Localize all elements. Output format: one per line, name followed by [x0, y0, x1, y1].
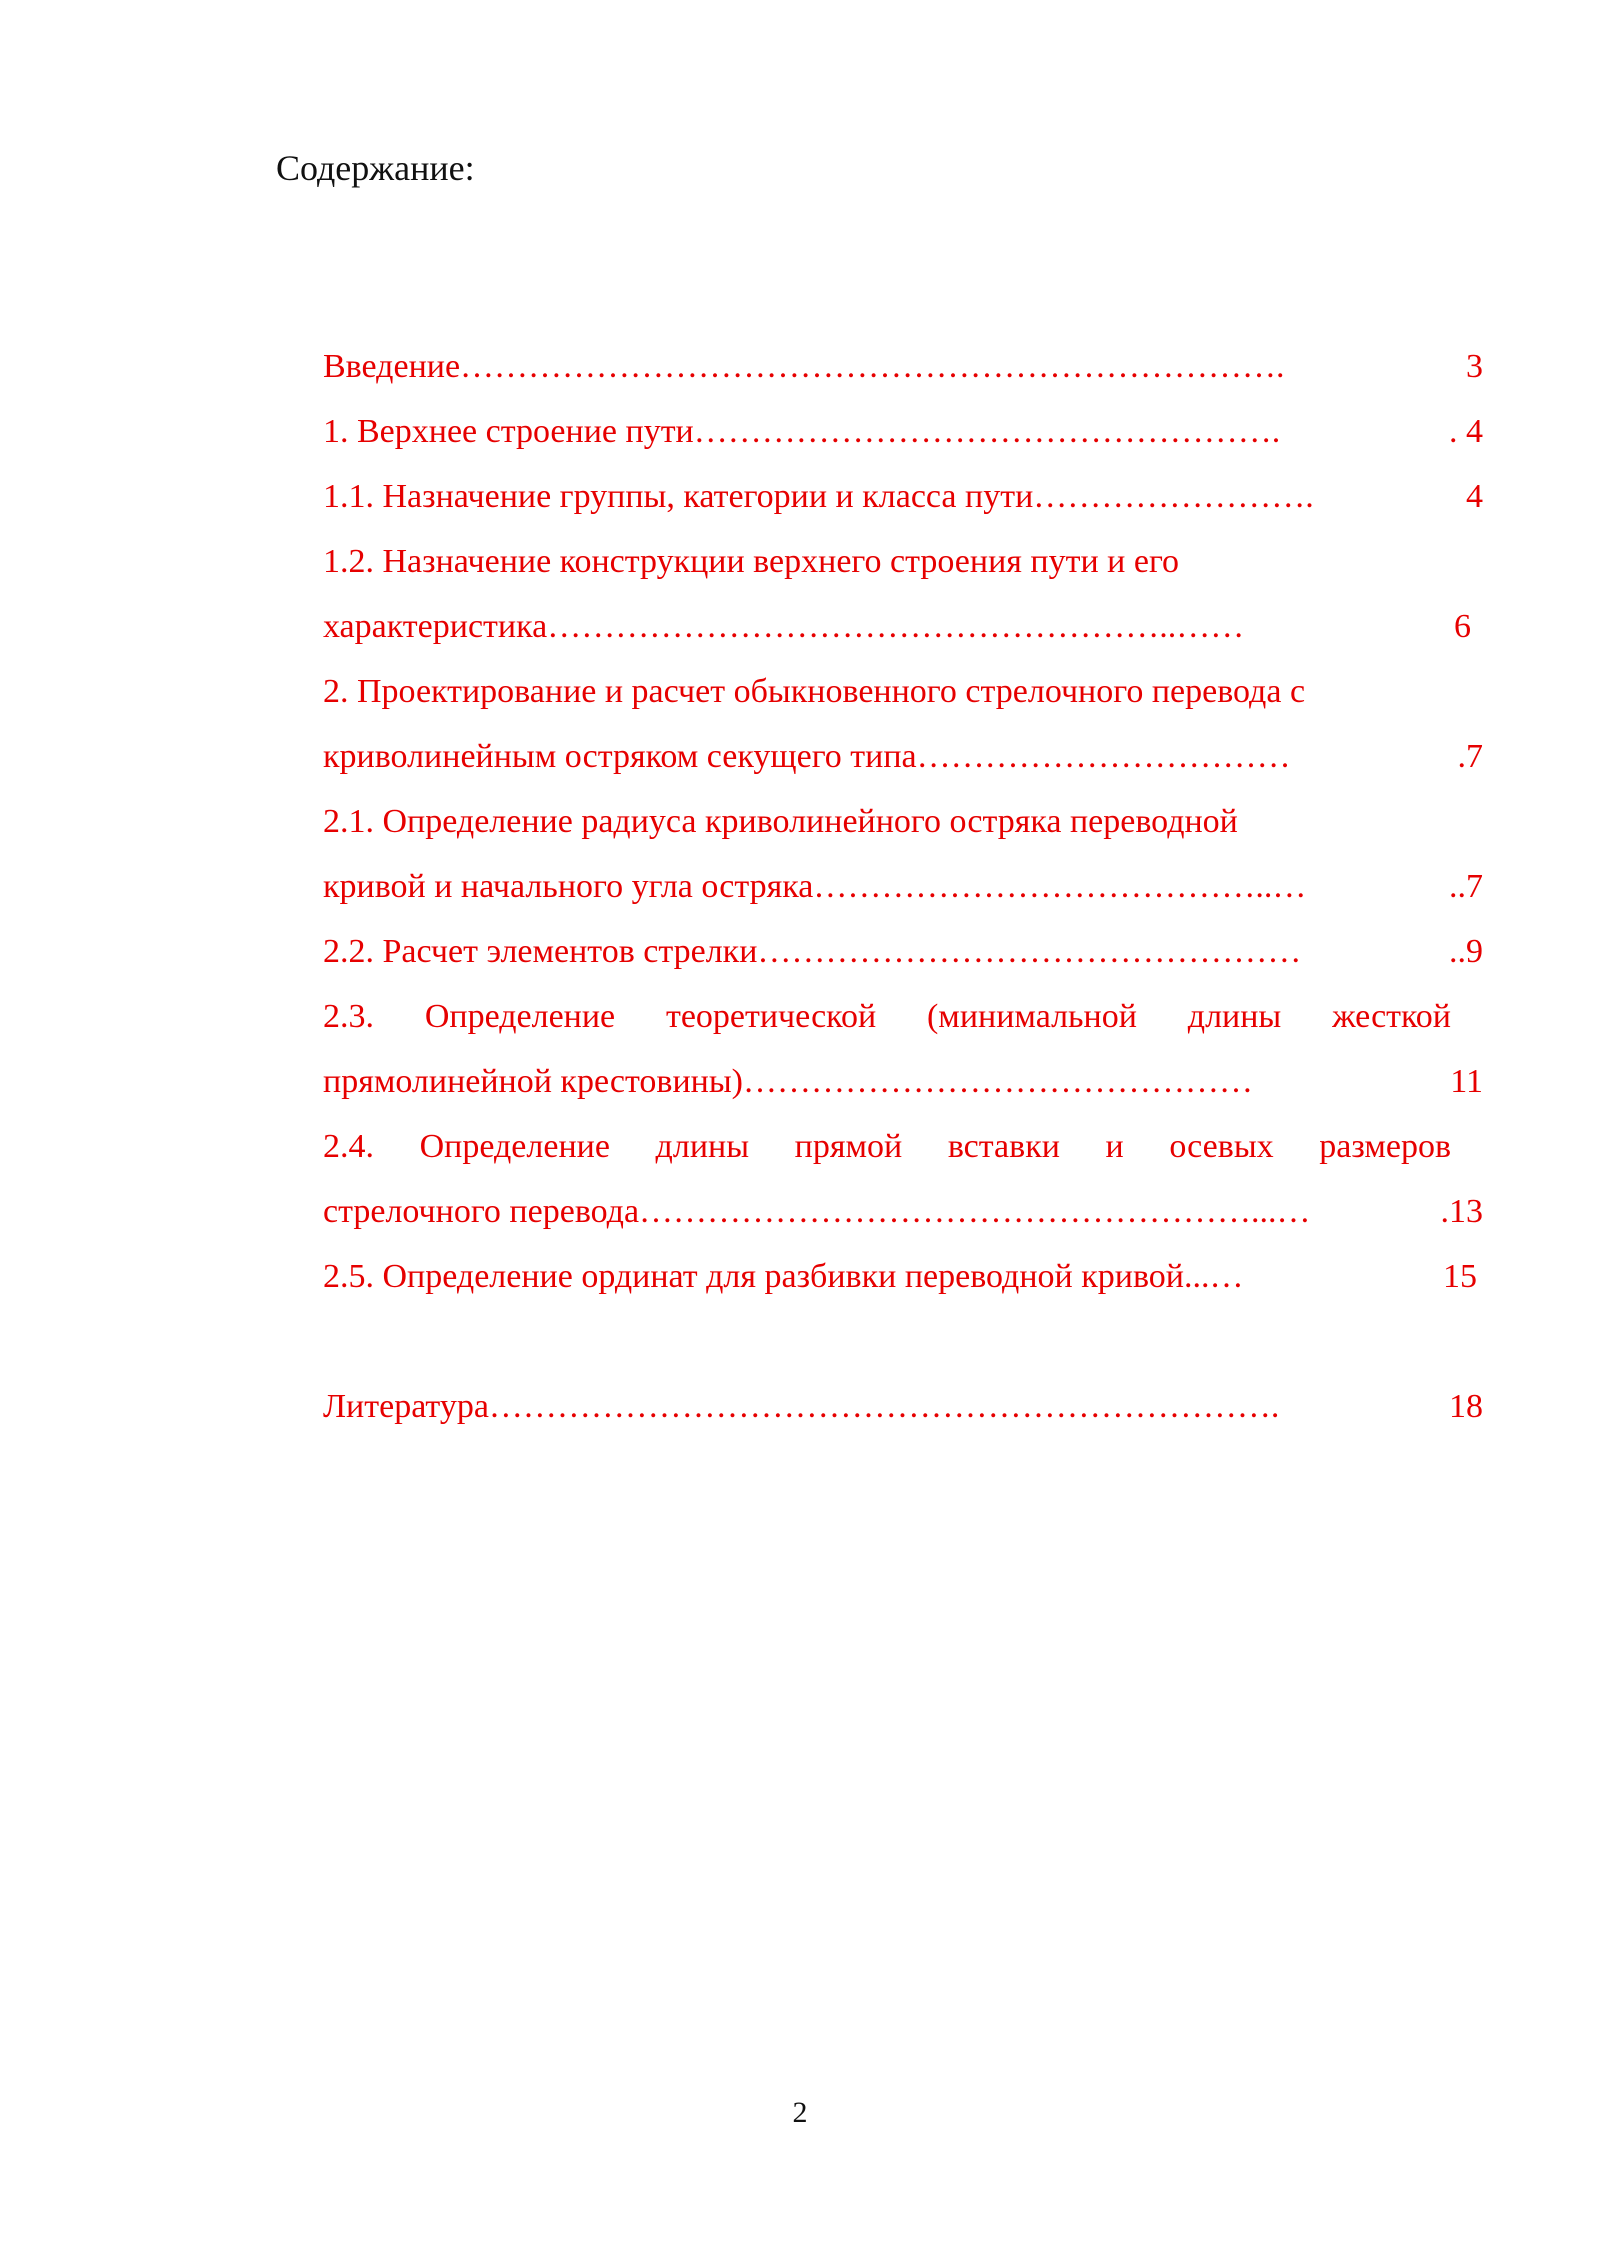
toc-entry-2-line2	[323, 740, 1483, 784]
toc-entry-text: 1. Верхнее строение пути…………………………………………….	[323, 413, 1281, 450]
toc-entry-2-4-line1	[323, 1130, 1483, 1174]
toc-entry-2-line1	[323, 675, 1483, 719]
toc-entry-text: прямолинейной крестовины)………………………………………	[323, 1063, 1254, 1100]
toc-entry-text: 2.2. Расчет элементов стрелки…………………………………………	[323, 933, 1302, 970]
toc-entry-text: 2.5. Определение ординат для разбивки переводной кривой...…	[323, 1258, 1244, 1295]
toc-entry-text: кривой и начального угла остряка…………………………………..…	[323, 868, 1307, 905]
toc-entry-introduction	[323, 350, 1483, 394]
toc-entry-2-3-line1	[323, 1000, 1483, 1044]
toc-entry-page: 6	[1454, 608, 1471, 645]
toc-entry-text: стрелочного перевода………………………………………………...…	[323, 1193, 1311, 1230]
toc-entry-page: 18	[1449, 1388, 1483, 1425]
toc-entry-text: 2.3. Определение теоретической (минимальной длины жесткой	[323, 998, 1451, 1035]
toc-entry-text: 2. Проектирование и расчет обыкновенного стрелочного перевода с	[323, 673, 1306, 710]
toc-entry-text: Литература…………………………………………………………….	[323, 1388, 1280, 1425]
page-number: 2	[792, 2096, 808, 2129]
toc-entry-2-4-line2	[323, 1195, 1483, 1239]
toc-entry-page: . 4	[1449, 413, 1483, 450]
toc-entry-2-2	[323, 935, 1483, 979]
contents-heading: Содержание:	[276, 148, 475, 188]
toc-entry-page: .7	[1457, 738, 1483, 775]
toc-entry-text: криволинейным остряком секущего типа……………………………	[323, 738, 1291, 775]
toc-entry-page: 11	[1450, 1063, 1483, 1100]
toc-entry-text: 2.1. Определение радиуса криволинейного остряка переводной	[323, 803, 1238, 840]
toc-entry-2-1-line1	[323, 805, 1483, 849]
toc-entry-2-3-line2	[323, 1065, 1483, 1109]
toc-entry-1-1	[323, 480, 1483, 524]
toc-entry-2-5	[323, 1260, 1483, 1304]
toc-entry-text: 1.2. Назначение конструкции верхнего строения пути и его	[323, 543, 1180, 580]
toc-entry-literature	[323, 1390, 1483, 1434]
toc-entry-page: 4	[1466, 478, 1483, 515]
toc-entry-text: 2.4. Определение длины прямой вставки и осевых размеров	[323, 1128, 1451, 1165]
toc-entry-1-2-line1	[323, 545, 1483, 589]
toc-entry-1	[323, 415, 1483, 459]
toc-entry-page: .13	[1440, 1193, 1483, 1230]
toc-entry-page: ..7	[1449, 868, 1483, 905]
toc-entry-page: ..9	[1449, 933, 1483, 970]
toc-entry-page: 3	[1466, 348, 1483, 385]
toc-entry-text: характеристика………………………………………………..……	[323, 608, 1245, 645]
toc-entry-text: Введение……………………………………………………………….	[323, 348, 1285, 385]
toc-entry-page: 15	[1443, 1258, 1477, 1295]
toc-entry-1-2-line2	[323, 610, 1483, 654]
toc-entry-text: 1.1. Назначение группы, категории и класса пути…………………….	[323, 478, 1314, 515]
toc-entry-2-1-line2	[323, 870, 1483, 914]
